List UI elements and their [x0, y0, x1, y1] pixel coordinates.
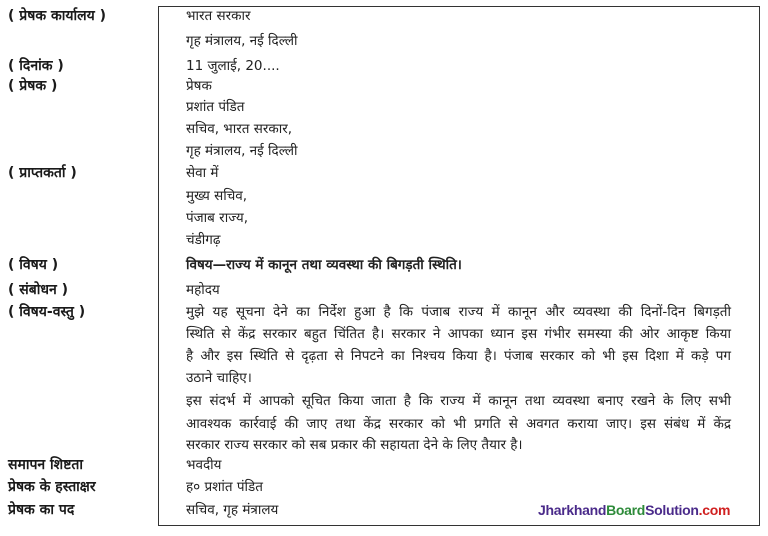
- label-salutation: ( संबोधन ): [8, 282, 69, 298]
- body-line: है और इस स्थिति से दृढ़ता से निपटने का निश्चय किया है। पंजाब सरकार को भी इस दिशा में कड़े पग: [186, 348, 731, 364]
- office-line: भारत सरकार: [186, 8, 251, 24]
- closing-line: भवदीय: [186, 457, 222, 473]
- label-content: ( विषय-वस्तु ): [8, 304, 86, 320]
- label-date: ( दिनांक ): [8, 58, 64, 74]
- sender-line: गृह मंत्रालय, नई दिल्ली: [186, 143, 298, 159]
- designation-line: सचिव, गृह मंत्रालय: [186, 502, 279, 518]
- label-designation: प्रेषक का पद: [8, 502, 75, 518]
- salutation-line: महोदय: [186, 282, 220, 298]
- date-line: 11 जुलाई, 20....: [186, 58, 280, 74]
- body-line: उठाने चाहिए।: [186, 370, 252, 386]
- label-closing: समापन शिष्टता: [8, 457, 83, 473]
- body-line: इस संदर्भ में आपको सूचित किया जाता है कि राज्य में कानून तथा व्यवस्था बनाए रखने के लिए सभी: [186, 393, 731, 409]
- watermark-part: Board: [606, 502, 646, 518]
- watermark-logo: [538, 502, 730, 518]
- watermark-part: .com: [698, 502, 731, 518]
- label-signature: प्रेषक के हस्ताक्षर: [8, 479, 96, 495]
- watermark-part: Solution: [645, 502, 699, 518]
- body-line: स्थिति से केंद्र सरकार बहुत चिंतित है। सरकार ने आपका ध्यान इस गंभीर समस्या की ओर आकृष्ट किया: [186, 326, 731, 342]
- sender-line: प्रशांत पंडित: [186, 99, 245, 115]
- subject-line: विषय—राज्य में कानून तथा व्यवस्था की बिगड़ती स्थिति।: [186, 257, 462, 273]
- office-line: गृह मंत्रालय, नई दिल्ली: [186, 33, 298, 49]
- sender-line: सचिव, भारत सरकार,: [186, 121, 293, 137]
- body-line: आवश्यक कार्रवाई की जाए तथा केंद्र सरकार को भी प्रगति से अवगत कराया जाए। इस संबंध में केंद्र: [186, 416, 731, 432]
- sender-line: प्रेषक: [186, 78, 212, 94]
- body-line: मुझे यह सूचना देने का निर्देश हुआ है कि पंजाब राज्य में कानून और व्यवस्था की दिनों-दिन बिगड़ती: [186, 304, 731, 320]
- watermark-part: Jharkhand: [538, 502, 607, 518]
- label-sender: ( प्रेषक ): [8, 78, 58, 94]
- label-subject: ( विषय ): [8, 257, 59, 273]
- label-sender-office: ( प्रेषक कार्यालय ): [8, 8, 106, 24]
- signature-line: ह० प्रशांत पंडित: [186, 479, 263, 495]
- recipient-line: चंडीगढ़: [186, 232, 221, 248]
- body-line: सरकार राज्य सरकार को सब प्रकार की सहायता देने के लिए तैयार है।: [186, 437, 523, 453]
- recipient-line: पंजाब राज्य,: [186, 210, 249, 226]
- recipient-line: मुख्य सचिव,: [186, 188, 248, 204]
- label-recipient: ( प्राप्तकर्ता ): [8, 165, 77, 181]
- recipient-line: सेवा में: [186, 165, 219, 181]
